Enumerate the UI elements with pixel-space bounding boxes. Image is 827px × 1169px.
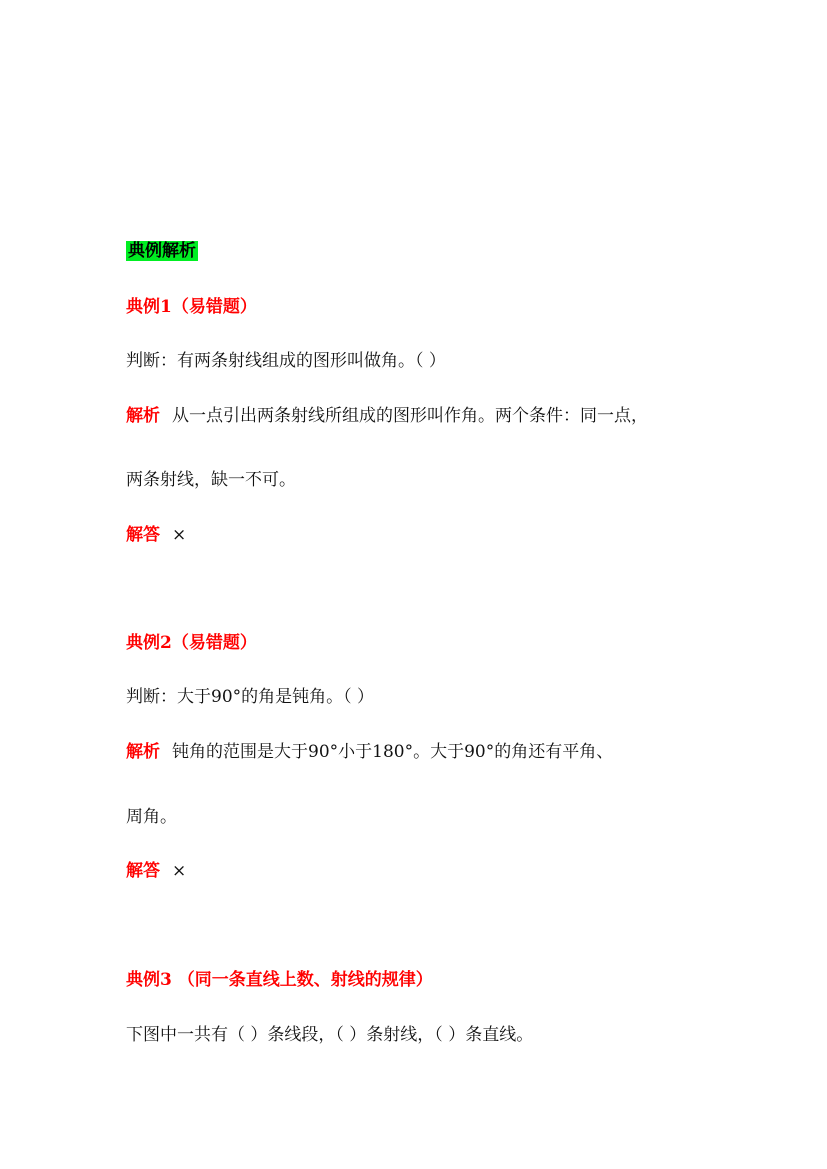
example-2-analysis-label: 解析 <box>126 742 160 762</box>
example-2-answer-label: 解答 <box>126 861 160 881</box>
example-3-question: 下图中一共有（ ）条线段，（ ）条射线，（ ）条直线。 <box>126 1025 534 1045</box>
section-title-highlight: 典例解析 <box>128 241 196 261</box>
example-2-answer-value: × <box>172 861 187 881</box>
example-2-question: 判断：大于90°的角是钝角。（ ） <box>126 687 375 707</box>
example-1-answer-value: × <box>172 525 187 545</box>
example-2-analysis-continued: 周角。 <box>126 807 177 827</box>
example-1-analysis-label: 解析 <box>126 406 160 426</box>
example-2-answer <box>126 860 186 882</box>
example-2-title: 典例2（易错题） <box>126 633 257 653</box>
example-1-analysis-continued: 两条射线，缺一不可。 <box>126 470 296 490</box>
example-3-title: 典例3 （同一条直线上数、射线的规律） <box>126 970 433 990</box>
example-1-title: 典例1（易错题） <box>126 297 257 317</box>
example-1-answer-label: 解答 <box>126 525 160 545</box>
section-heading <box>126 240 198 262</box>
example-2-analysis <box>126 741 613 763</box>
example-2-analysis-text: 钝角的范围是大于90°小于180°。大于90°的角还有平角、 <box>172 742 614 762</box>
example-1-analysis-text: 从一点引出两条射线所组成的图形叫作角。两个条件：同一点， <box>172 406 648 426</box>
example-1-question: 判断：有两条射线组成的图形叫做角。（ ） <box>126 351 446 371</box>
example-1-answer <box>126 524 186 546</box>
example-1-analysis <box>126 405 648 427</box>
